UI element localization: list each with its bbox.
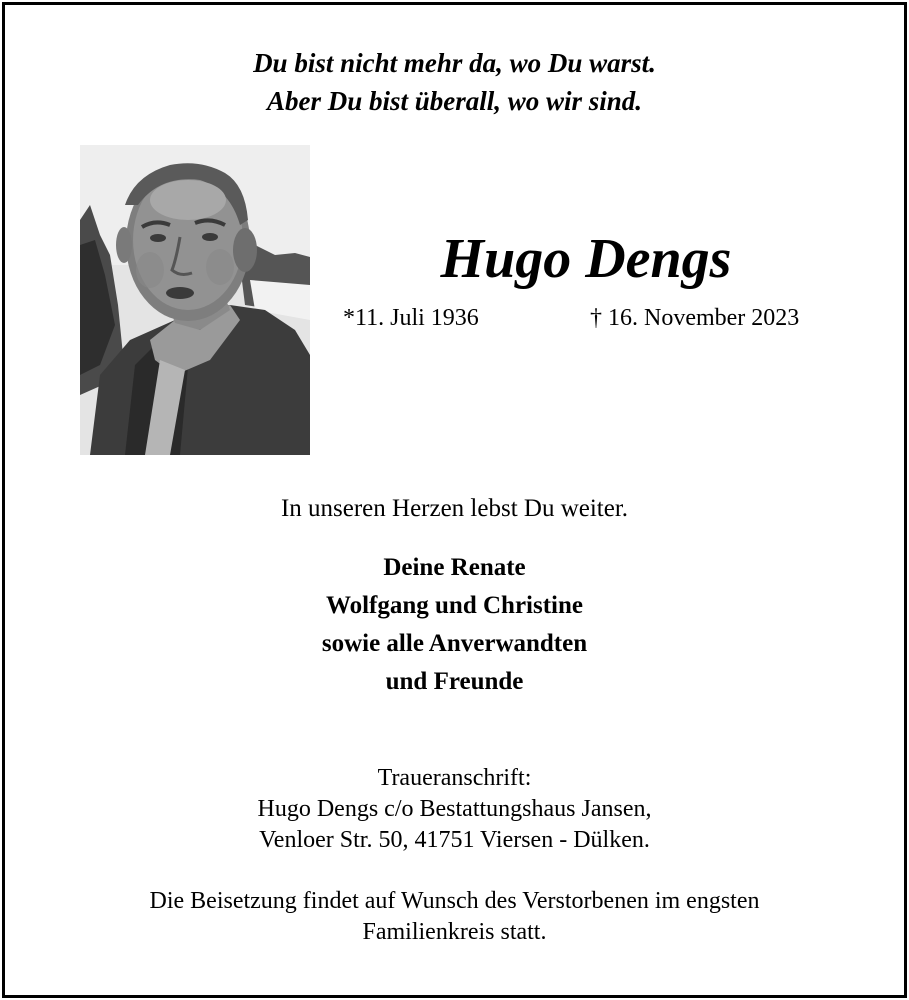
motto-verse <box>0 44 909 120</box>
signer-item: und Freunde <box>385 668 524 695</box>
address-label: Traueranschrift: <box>377 765 532 791</box>
death-date: † 16. November 2023 <box>590 305 800 331</box>
signers-list <box>0 549 909 701</box>
motto-line-2: Aber Du bist überall, wo wir sind. <box>266 86 643 116</box>
mourning-address <box>0 763 909 856</box>
burial-note <box>0 886 909 948</box>
birth-date: *11. Juli 1936 <box>343 305 479 331</box>
burial-line-2: Familienkreis statt. <box>362 919 547 945</box>
address-line-2: Venloer Str. 50, 41751 Viersen - Dülken. <box>259 827 650 853</box>
motto-line-1: Du bist nicht mehr da, wo Du warst. <box>253 48 656 78</box>
portrait-photo <box>80 145 310 455</box>
signer-item: Wolfgang und Christine <box>325 592 583 619</box>
address-line-1: Hugo Dengs c/o Bestattungshaus Jansen, <box>257 796 652 822</box>
signer-item: Deine Renate <box>383 554 526 581</box>
burial-line-1: Die Beisetzung findet auf Wunsch des Verstorbenen im engsten <box>149 888 760 914</box>
tribute-line: In unseren Herzen lebst Du weiter. <box>280 495 629 522</box>
deceased-name: Hugo Dengs <box>440 228 732 290</box>
signer-item: sowie alle Anverwandten <box>321 630 588 657</box>
